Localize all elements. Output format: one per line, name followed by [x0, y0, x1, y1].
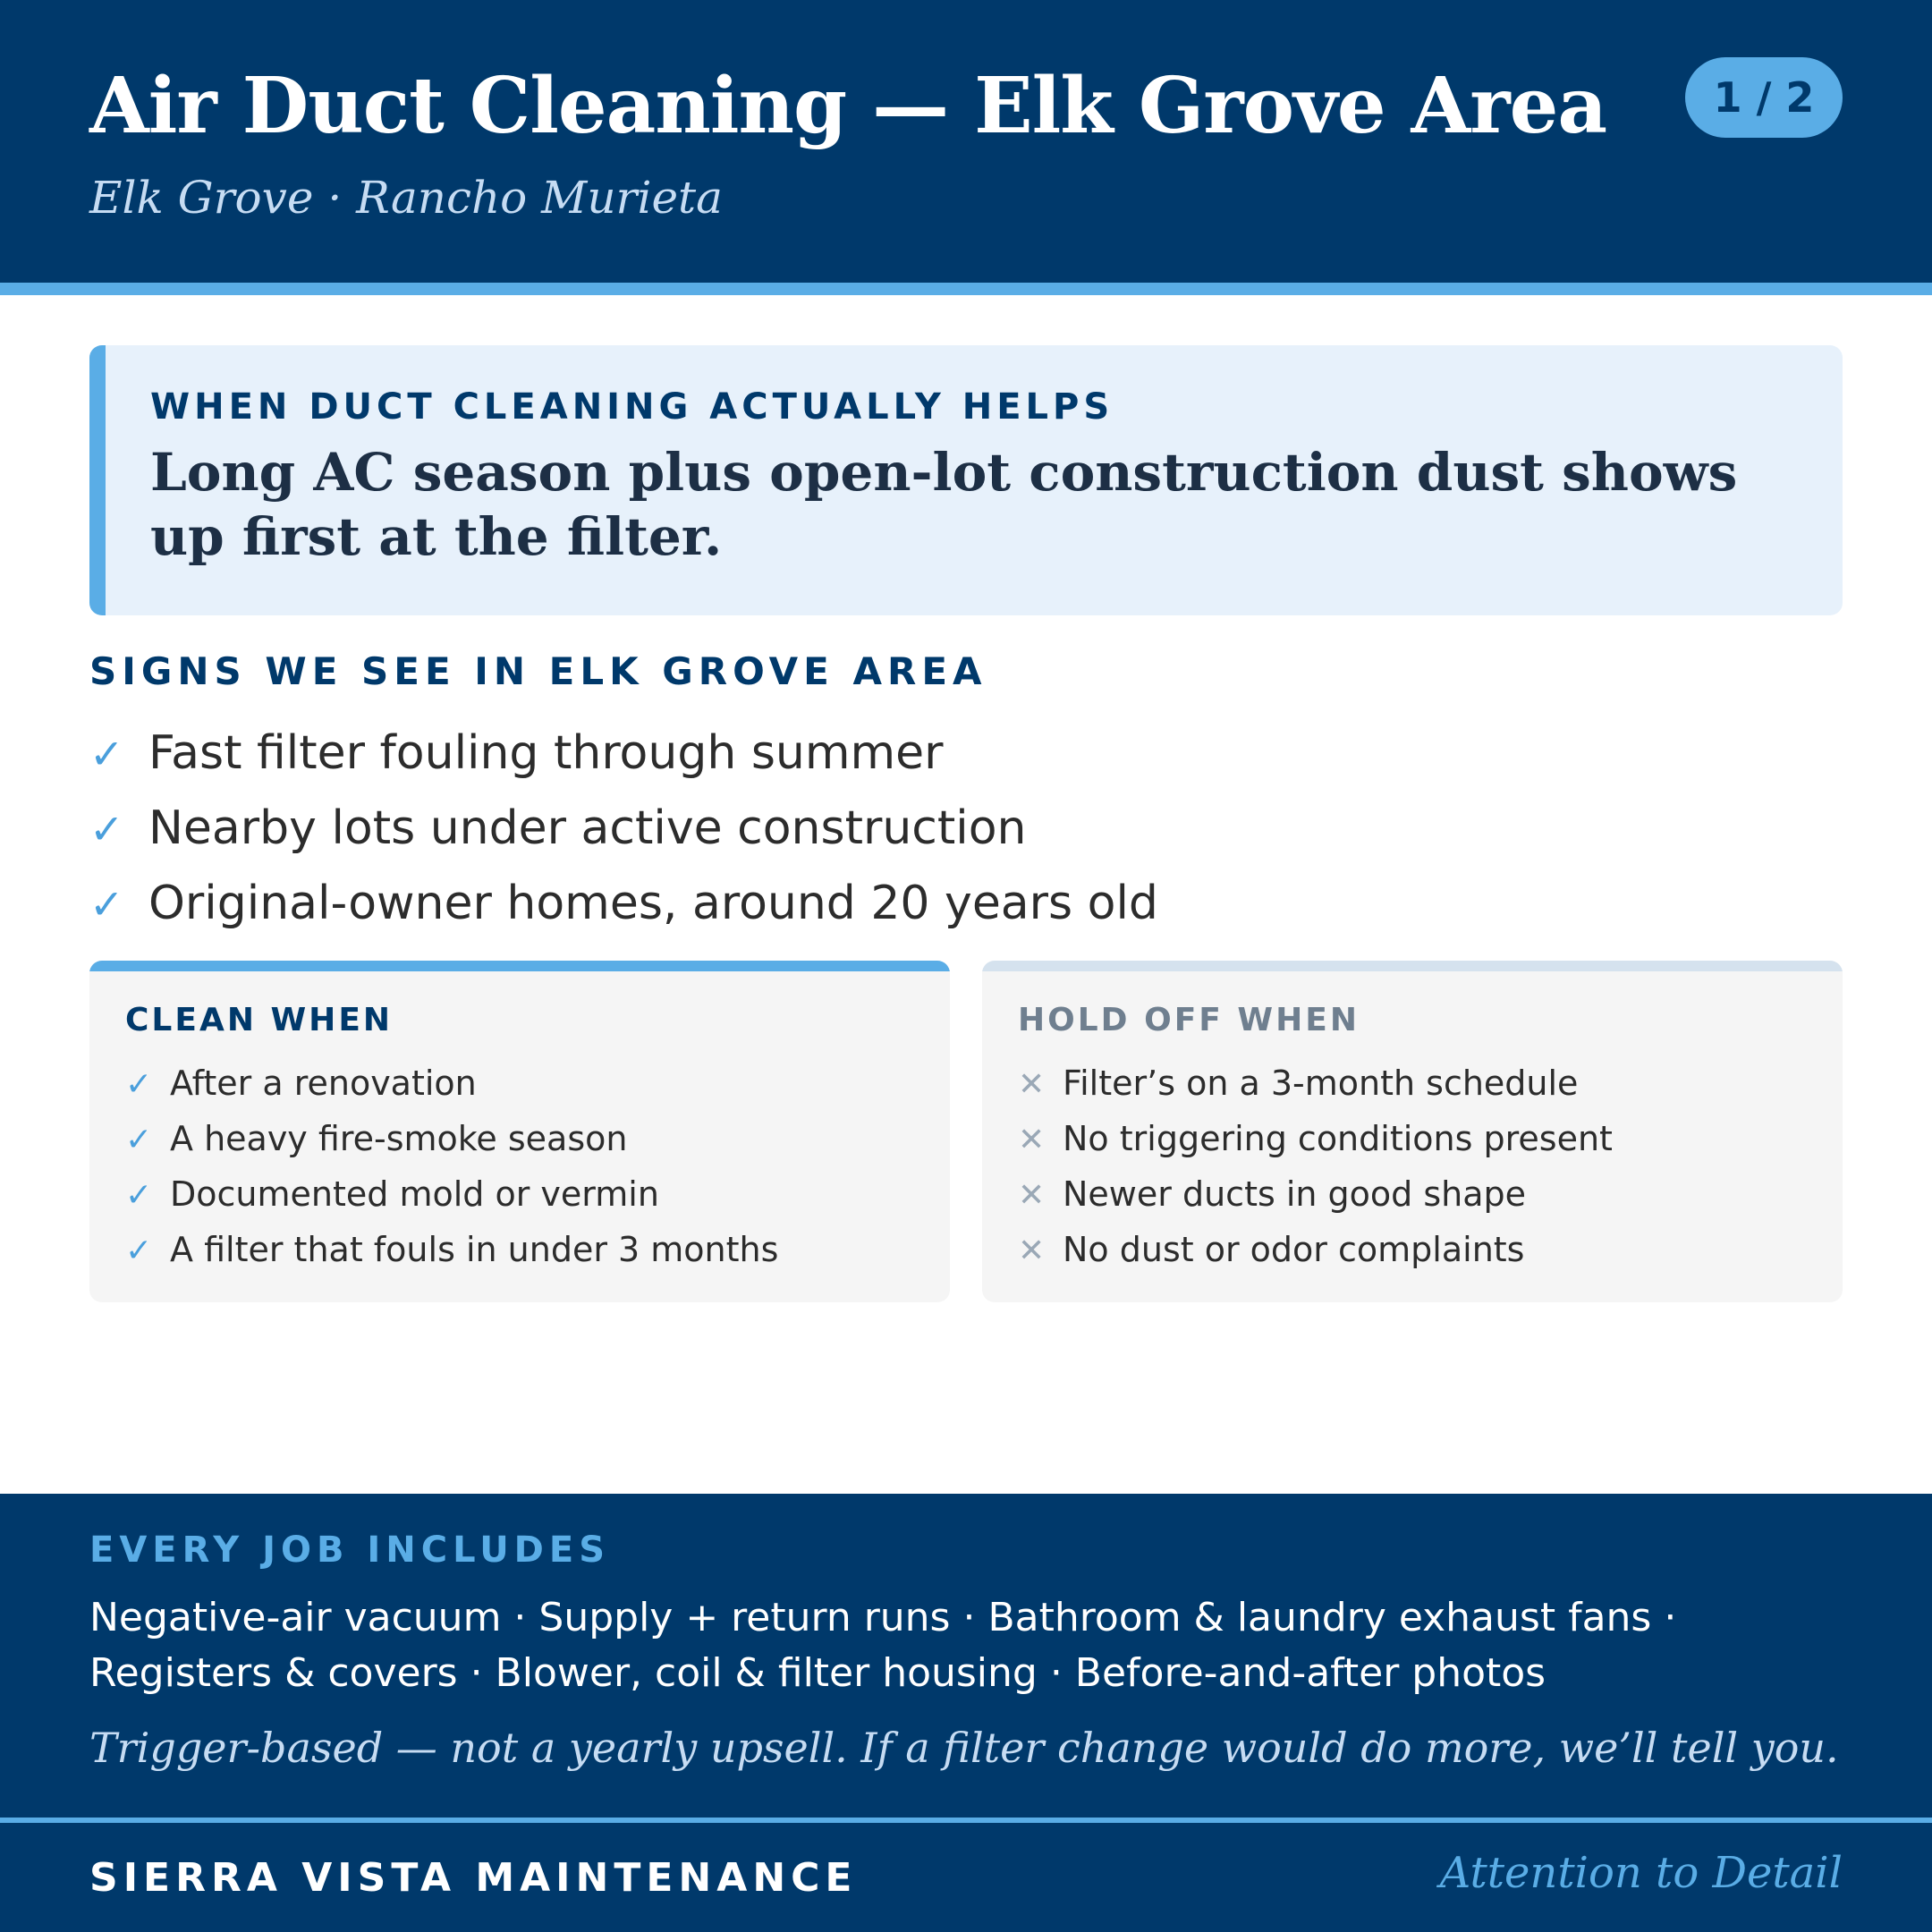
signs-heading: SIGNS WE SEE IN ELK GROVE AREA — [89, 649, 987, 693]
callout-accent-bar — [89, 345, 106, 615]
card-accent-bar — [89, 961, 950, 971]
callout-box — [89, 345, 1843, 615]
hold-off-when-card — [982, 961, 1843, 1302]
check-icon: ✓ — [89, 805, 124, 853]
clean-when-item — [125, 1166, 778, 1222]
footer-divider — [0, 1818, 1932, 1823]
clean-when-item — [125, 1055, 778, 1111]
x-icon: ✕ — [1018, 1177, 1046, 1214]
header-banner — [0, 0, 1932, 283]
check-icon: ✓ — [89, 880, 124, 928]
hold-off-when-item — [1018, 1166, 1613, 1222]
brand-name: SIERRA VISTA MAINTENANCE — [89, 1855, 858, 1901]
signs-list-item — [89, 791, 1158, 866]
clean-when-item — [125, 1222, 778, 1277]
signs-item-text: Fast filter fouling through summer — [148, 726, 944, 780]
header-accent-stripe — [0, 283, 1932, 295]
clean-when-item-text: A filter that fouls in under 3 months — [170, 1230, 779, 1269]
includes-text: Negative-air vacuum · Supply + return runs · Bathroom & laundry exhaust fans · Registers & covers · Blower, coil & filter housing · Before-and-after photos — [89, 1595, 1677, 1696]
page-indicator-badge: 1 / 2 — [1685, 57, 1843, 138]
hold-off-when-heading: HOLD OFF WHEN — [1018, 1002, 1360, 1038]
service-area-subtitle: Elk Grove · Rancho Murieta — [89, 172, 723, 224]
clean-when-list — [125, 1055, 778, 1277]
hold-off-when-list — [1018, 1055, 1613, 1277]
brand-tagline: Attention to Detail — [1439, 1848, 1843, 1898]
card-accent-bar — [982, 961, 1843, 971]
callout-text: Long AC season plus open-lot construction dust shows up first at the filter. — [150, 442, 1738, 567]
check-icon: ✓ — [125, 1122, 153, 1158]
clean-when-item-text: After a renovation — [170, 1063, 477, 1103]
check-icon: ✓ — [89, 730, 124, 778]
check-icon: ✓ — [125, 1233, 153, 1269]
clean-when-heading: CLEAN WHEN — [125, 1002, 394, 1038]
hold-off-when-item-text: No triggering conditions present — [1063, 1119, 1613, 1158]
hold-off-when-item-text: No dust or odor complaints — [1063, 1230, 1525, 1269]
clean-when-item — [125, 1111, 778, 1166]
includes-heading: EVERY JOB INCLUDES — [89, 1530, 611, 1571]
hold-off-when-item — [1018, 1222, 1613, 1277]
signs-list-item — [89, 716, 1158, 791]
x-icon: ✕ — [1018, 1233, 1046, 1269]
signs-list-item — [89, 866, 1158, 941]
callout-kicker: WHEN DUCT CLEANING ACTUALLY HELPS — [150, 386, 1114, 428]
signs-list — [89, 716, 1158, 941]
clean-when-card — [89, 961, 950, 1302]
page-title: Air Duct Cleaning — Elk Grove Area — [89, 61, 1607, 151]
footer-note: Trigger-based — not a yearly upsell. If a filter change would do more, we’ll tell you. — [89, 1724, 1839, 1772]
x-icon: ✕ — [1018, 1122, 1046, 1158]
x-icon: ✕ — [1018, 1066, 1046, 1103]
signs-item-text: Original-owner homes, around 20 years old — [148, 877, 1158, 930]
check-icon: ✓ — [125, 1177, 153, 1214]
footer-panel — [0, 1494, 1932, 1932]
signs-item-text: Nearby lots under active construction — [148, 801, 1027, 855]
clean-when-item-text: A heavy fire-smoke season — [170, 1119, 628, 1158]
clean-when-item-text: Documented mold or vermin — [170, 1174, 659, 1214]
hold-off-when-item-text: Newer ducts in good shape — [1063, 1174, 1527, 1214]
hold-off-when-item — [1018, 1055, 1613, 1111]
hold-off-when-item — [1018, 1111, 1613, 1166]
hold-off-when-item-text: Filter’s on a 3-month schedule — [1063, 1063, 1579, 1103]
check-icon: ✓ — [125, 1066, 153, 1103]
